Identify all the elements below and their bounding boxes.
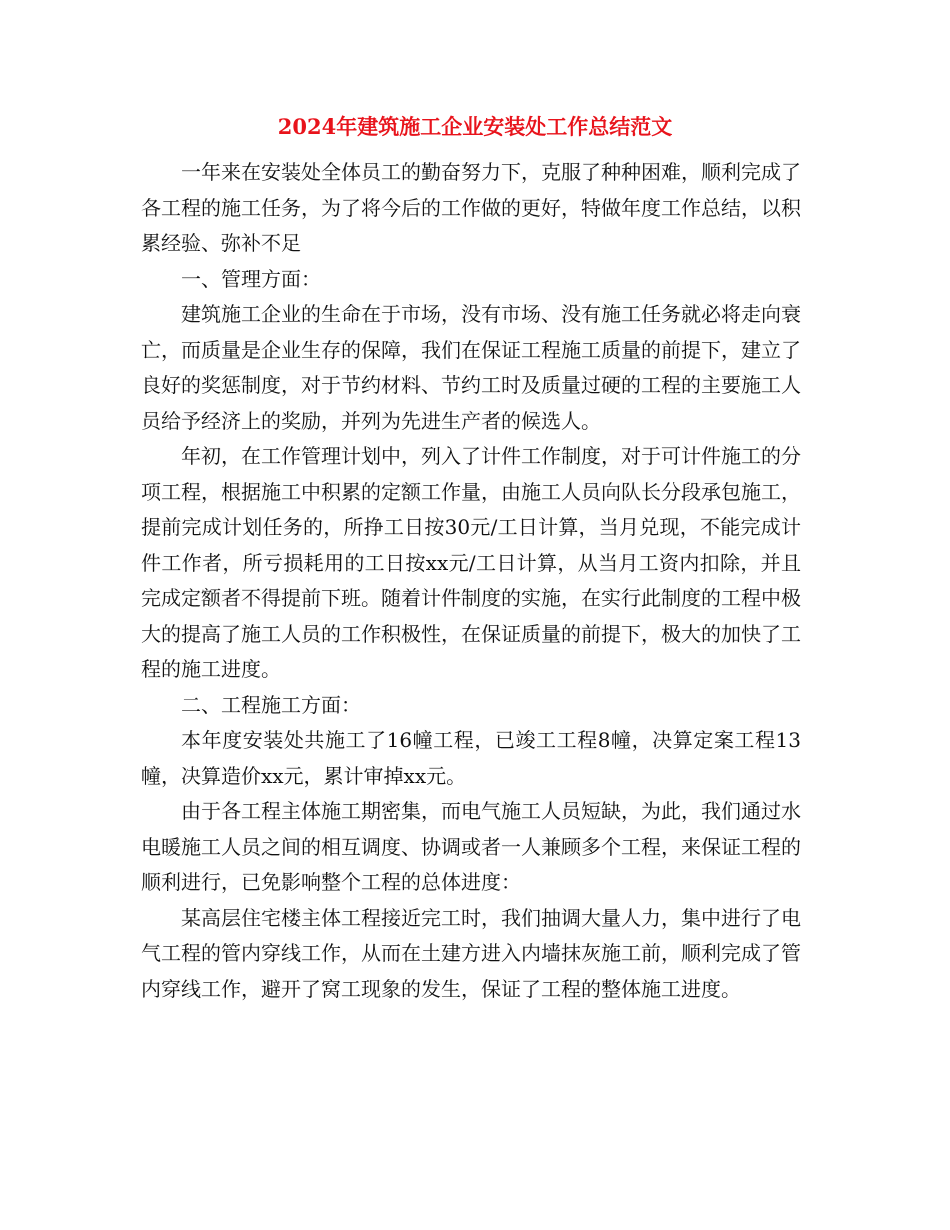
section-heading-construction: 二、工程施工方面：: [181, 692, 361, 717]
paragraph-intro: 一年来在安装处全体员工的勤奋努力下，克服了种种困难，顺利完成了各工程的施工任务，为了将今后的工作做的更好，特做年度工作总结，以积累经验、弥补不足: [141, 160, 801, 255]
document-body: [141, 155, 801, 1007]
document-title: 2024年建筑施工企业安装处工作总结范文: [277, 114, 673, 139]
paragraph-management-quality: 建筑施工企业的生命在于市场，没有市场、没有施工任务就必将走向衰亡，而质量是企业生存的保障，我们在保证工程施工质量的前提下，建立了良好的奖惩制度，对于节约材料、节约工时及质量过硬的工程的主要施工人员给予经济上的奖励，并列为先进生产者的候选人。: [141, 302, 801, 433]
paragraph-project-statistics: 本年度安装处共施工了16幢工程，已竣工工程8幢，决算定案工程13幢，决算造价xx元，累计审掉xx元。: [141, 728, 801, 788]
paragraph-highrise-wiring: 某高层住宅楼主体工程接近完工时，我们抽调大量人力，集中进行了电气工程的管内穿线工作，从而在土建方进入内墙抹灰施工前，顺利完成了管内穿线工作，避开了窝工现象的发生，保证了工程的整体施工进度。: [141, 905, 801, 1001]
paragraph-staff-coordination: 由于各工程主体施工期密集，而电气施工人员短缺，为此，我们通过水电暖施工人员之间的相互调度、协调或者一人兼顾多个工程，来保证工程的顺利进行，已免影响整个工程的总体进度：: [141, 799, 801, 894]
section-heading-management: 一、管理方面：: [181, 266, 321, 291]
paragraph-piecework-system: 年初，在工作管理计划中，列入了计件工作制度，对于可计件施工的分项工程，根据施工中积累的定额工作量，由施工人员向队长分段承包施工，提前完成计划任务的，所挣工日按30元/工日计算，当月兑现，不能完成计件工作者，所亏损耗用的工日按xx元/工日计算，从当月工资内扣除，并且完成定额者不得提前下班。随着计件制度的实施，在实行此制度的工程中极大的提高了施工人员的工作积极性，在保证质量的前提下，极大的加快了工程的施工进度。: [141, 444, 801, 681]
